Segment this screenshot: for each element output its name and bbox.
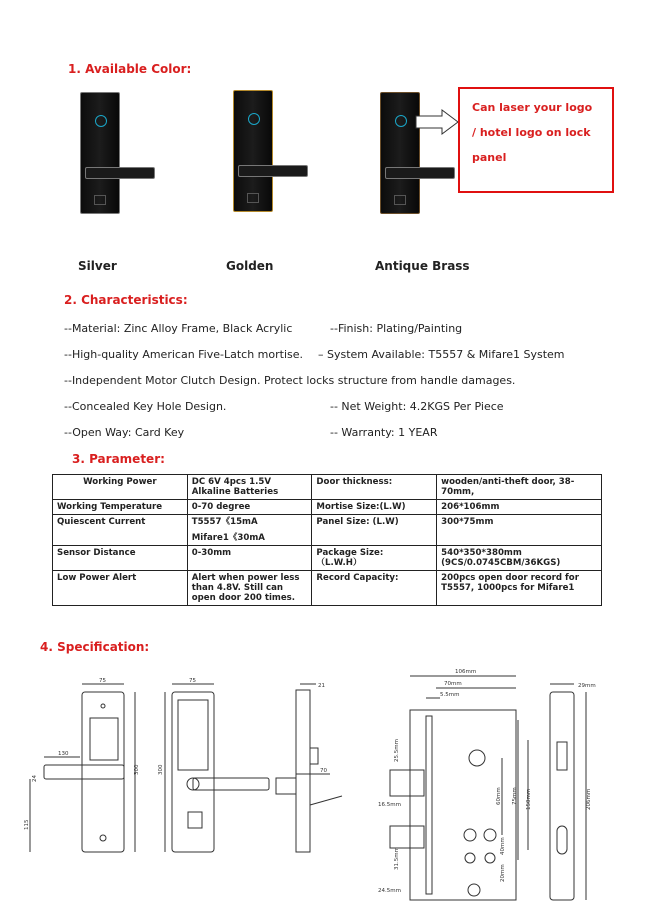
- table-row: [53, 571, 602, 606]
- param-value-line: T5557《15mA: [191, 517, 258, 527]
- param-value-line: Mifare1《30mA: [191, 533, 265, 543]
- mortise-faceplate: [426, 716, 432, 894]
- param-value: wooden/anti-theft door, 38-70mm,: [437, 475, 602, 500]
- dead-bolt-outline: [390, 826, 424, 848]
- param-value: 300*75mm: [437, 515, 602, 546]
- spindle-hole-icon: [469, 750, 485, 766]
- callout-line-2: / hotel logo on lock: [472, 126, 591, 139]
- strike-latch-hole: [557, 742, 567, 770]
- char-material: --Material: Zinc Alloy Frame, Black Acrylic: [64, 322, 293, 335]
- param-label: Quiescent Current: [53, 515, 188, 546]
- dim-label: 21: [318, 683, 325, 689]
- dim-label: 16.5mm: [378, 802, 401, 808]
- dim-label: 106mm: [455, 669, 477, 675]
- char-system: – System Available: T5557 & Mifare1 System: [318, 348, 565, 361]
- dim-label: 20mm: [500, 864, 506, 882]
- param-label: Panel Size: (L.W): [312, 515, 437, 546]
- char-weight: -- Net Weight: 4.2KGS Per Piece: [330, 400, 504, 413]
- dim-label: 70: [320, 768, 327, 774]
- char-warranty: -- Warranty: 1 YEAR: [330, 426, 438, 439]
- dim-label: 75: [99, 678, 106, 684]
- screw-hole-icon: [468, 884, 480, 896]
- dim-label: 300: [134, 764, 140, 775]
- lock-handle: [85, 167, 155, 179]
- color-label-silver: Silver: [78, 259, 117, 273]
- param-value: 0-30mm: [187, 546, 312, 571]
- param-label: Low Power Alert: [53, 571, 188, 606]
- param-label: Door thickness:: [312, 475, 437, 500]
- section-title-parameter: 3. Parameter:: [72, 452, 165, 466]
- dim-label: 5.5mm: [440, 692, 460, 698]
- dim-label: 24.5mm: [378, 888, 401, 894]
- keyhole-cover: [94, 195, 106, 205]
- parameter-table: [52, 474, 602, 606]
- dim-label: 60mm: [496, 787, 502, 805]
- dim-label: 40mm: [500, 837, 506, 855]
- param-value: 206*106mm: [437, 500, 602, 515]
- param-label: Working Temperature: [53, 500, 188, 515]
- keyhole-cover: [394, 195, 406, 205]
- keyhole-cover: [247, 193, 259, 203]
- strike-plate-outline: [550, 692, 574, 900]
- param-value: 200pcs open door record for T5557, 1000pcs for Mifare1: [437, 571, 602, 606]
- color-label-antique-brass: Antique Brass: [375, 259, 470, 273]
- param-label: Mortise Size:(L.W): [312, 500, 437, 515]
- char-clutch: --Independent Motor Clutch Design. Protect locks structure from handle damages.: [64, 374, 516, 387]
- keyhole-icon: [100, 835, 106, 841]
- strike-bolt-hole: [557, 826, 567, 854]
- table-row: [53, 515, 602, 546]
- color-label-golden: Golden: [226, 259, 274, 273]
- section-title-colors: 1. Available Color:: [68, 62, 192, 76]
- screw-hole-icon: [465, 853, 475, 863]
- back-handle-outline: [193, 778, 269, 790]
- lock-image-golden: [233, 90, 273, 212]
- dim-label: 75mm: [512, 787, 518, 805]
- char-openway: --Open Way: Card Key: [64, 426, 185, 439]
- table-row: [53, 500, 602, 515]
- cylinder-hole-icon: [484, 829, 496, 841]
- latch-bolt-outline: [390, 770, 424, 796]
- param-label: Sensor Distance: [53, 546, 188, 571]
- specification-drawings: [0, 660, 650, 920]
- back-card-slot: [188, 812, 202, 828]
- param-value: 540*350*380mm (9CS/0.0745CBM/36KGS): [437, 546, 602, 571]
- dim-label: 24: [32, 775, 38, 782]
- arrow-right-icon: [414, 108, 460, 136]
- dim-label: 115: [24, 819, 30, 830]
- lock-image-silver: [80, 92, 120, 214]
- screw-hole-icon: [485, 853, 495, 863]
- panel-screw-icon: [101, 704, 105, 708]
- param-label: [312, 546, 437, 571]
- char-mortise: --High-quality American Five-Latch mortise.: [64, 348, 304, 361]
- front-panel-window: [90, 718, 118, 760]
- param-value: 0-70 degree: [187, 500, 312, 515]
- rfid-sensor-icon: [395, 115, 407, 127]
- dim-label: 206mm: [586, 788, 592, 810]
- cylinder-hole-icon: [464, 829, 476, 841]
- param-value: DC 6V 4pcs 1.5V Alkaline Batteries: [187, 475, 312, 500]
- dim-label: 29mm: [578, 683, 596, 689]
- front-handle-outline: [44, 765, 124, 779]
- table-row: [53, 546, 602, 571]
- front-panel-outline: [82, 692, 124, 852]
- side-view-outline: [296, 690, 310, 852]
- callout-line-3: panel: [472, 151, 507, 164]
- rfid-sensor-icon: [95, 115, 107, 127]
- dim-label: 130: [58, 751, 69, 757]
- param-value: [187, 515, 312, 546]
- callout-line-1: Can laser your logo: [472, 101, 593, 114]
- dim-label: 75: [189, 678, 196, 684]
- section-title-specification: 4. Specification:: [40, 640, 150, 654]
- char-keyhole: --Concealed Key Hole Design.: [64, 400, 227, 413]
- param-label-line: Package Size:: [316, 548, 384, 558]
- dim-label: 25.5mm: [394, 739, 400, 762]
- dim-label: 300: [158, 764, 164, 775]
- section-title-characteristics: 2. Characteristics:: [64, 293, 188, 307]
- back-panel-reader: [178, 700, 208, 770]
- logo-callout-box: [458, 87, 614, 193]
- param-label: Record Capacity:: [312, 571, 437, 606]
- param-label-line: （L.W.H）: [316, 558, 362, 568]
- lock-handle: [238, 165, 308, 177]
- rfid-sensor-icon: [248, 113, 260, 125]
- param-value: Alert when power less than 4.8V. Still can open door 200 times.: [187, 571, 312, 606]
- table-row: [53, 475, 602, 500]
- lock-handle: [385, 167, 455, 179]
- dim-label: 70mm: [444, 681, 462, 687]
- param-label: Working Power: [53, 475, 188, 500]
- dim-label: 31.5mm: [394, 847, 400, 870]
- dim-label: 150mm: [526, 788, 532, 810]
- char-finish: --Finish: Plating/Painting: [330, 322, 463, 335]
